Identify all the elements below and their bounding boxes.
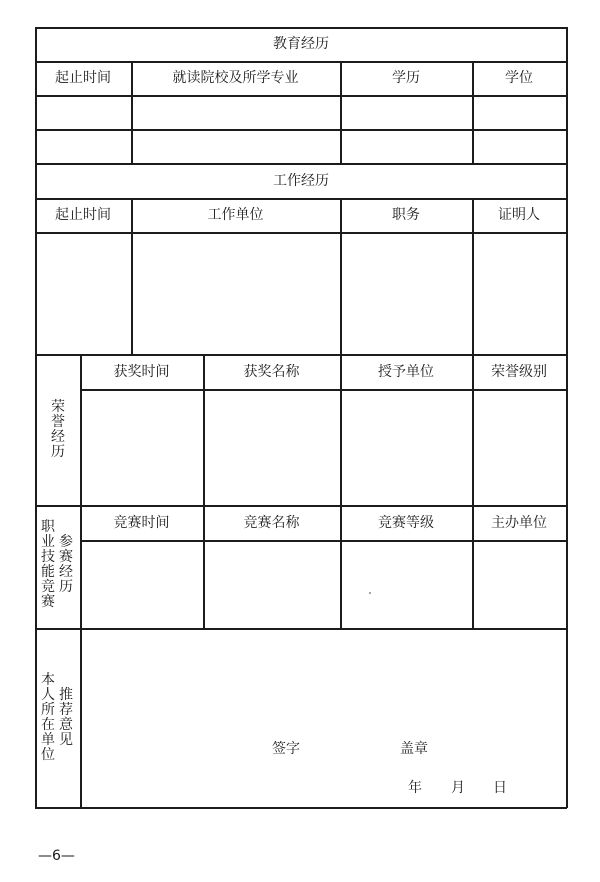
education-title: 教育经历: [273, 36, 329, 52]
page-number: —6—: [38, 848, 75, 864]
rule: [35, 129, 567, 131]
rule: [35, 505, 567, 507]
rule: [81, 540, 567, 542]
education-header-school-major: 就读院校及所学专业: [172, 70, 299, 86]
date-year-label: 年: [408, 780, 422, 796]
recommendation-side-label-col2: 推荐意见: [59, 687, 73, 748]
table-border-top: [35, 27, 567, 29]
scan-speck: [369, 592, 371, 594]
competition-header-date: 竞赛时间: [113, 515, 170, 531]
work-header-employer: 工作单位: [207, 207, 264, 223]
rule: [35, 232, 567, 234]
rule: [35, 354, 567, 356]
honors-header-level: 荣誉级别: [491, 364, 547, 380]
rule: [81, 389, 567, 391]
date-month-label: 月: [451, 780, 465, 796]
competition-header-grade: 竞赛等级: [378, 515, 434, 531]
work-header-reference: 证明人: [498, 207, 540, 223]
table-border-left: [35, 27, 37, 808]
rule: [35, 163, 567, 165]
honors-header-award-name: 获奖名称: [243, 364, 300, 380]
recommendation-side-label-col1: 本人所在单位: [41, 672, 55, 763]
rule: [35, 628, 567, 630]
work-title: 工作经历: [273, 173, 329, 189]
table-border-right: [566, 27, 568, 808]
table-border-bottom: [35, 807, 567, 809]
competition-side-label-col1: 职业技能竞赛: [41, 519, 55, 610]
honors-header-date: 获奖时间: [113, 364, 170, 380]
competition-header-name: 竞赛名称: [243, 515, 300, 531]
work-header-period: 起止时间: [55, 207, 111, 223]
rule: [35, 61, 567, 63]
honors-header-granting-unit: 授予单位: [378, 364, 434, 380]
honors-side-label: 荣誉经历: [51, 399, 65, 460]
rule: [35, 95, 567, 97]
competition-side-label-col2: 参赛经历: [59, 534, 73, 595]
stamp-label: 盖章: [400, 741, 428, 757]
signature-label: 签字: [272, 741, 300, 757]
date-day-label: 日: [493, 780, 507, 796]
education-header-degree: 学位: [505, 70, 533, 86]
education-header-education-level: 学历: [392, 70, 420, 86]
education-header-period: 起止时间: [55, 70, 111, 86]
rule: [35, 198, 567, 200]
competition-header-organizer: 主办单位: [491, 515, 547, 531]
work-header-position: 职务: [392, 207, 420, 223]
rule: [80, 354, 82, 808]
